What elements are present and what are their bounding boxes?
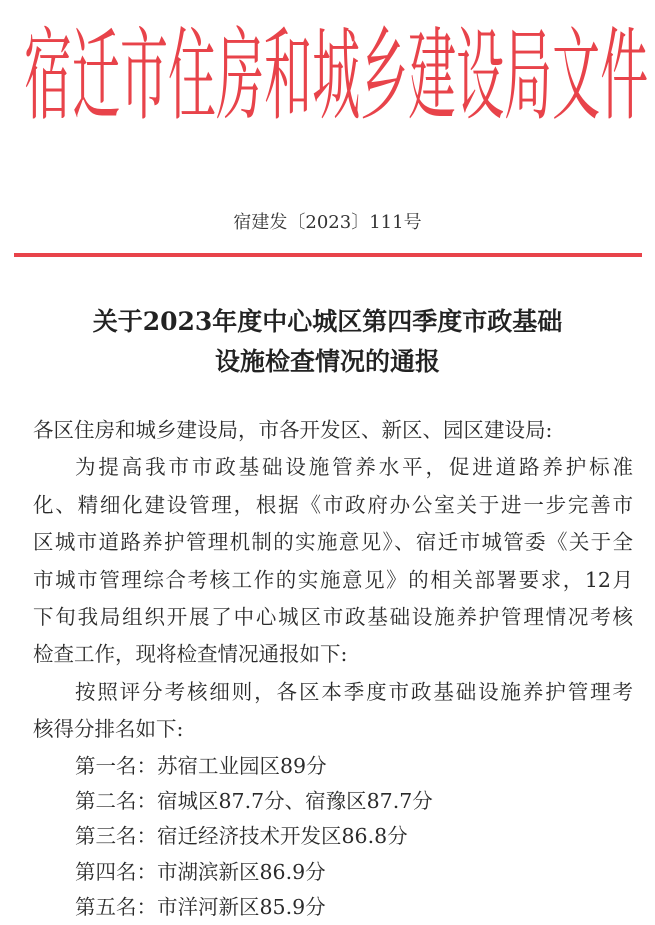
rankings-list bbox=[33, 749, 633, 925]
text-line: 为提高我市市政基础设施管养水平，促进道路养护标准 bbox=[75, 455, 633, 480]
document-number: 宿建发〔2023〕111号 bbox=[233, 212, 422, 233]
ranking-item: 第一名：苏宿工业园区89分 bbox=[75, 753, 327, 778]
title-line: 关于2023年度中心城区第四季度市政基础 bbox=[92, 307, 563, 336]
masthead-char: 住 bbox=[168, 17, 217, 136]
masthead-char: 建 bbox=[408, 17, 457, 136]
ranking-item: 第四名：市湖滨新区86.9分 bbox=[75, 859, 326, 884]
title-line: 设施检查情况的通报 bbox=[214, 347, 440, 376]
red-divider-line bbox=[14, 253, 642, 257]
ranking-item: 第二名：宿城区87.7分、宿豫区87.7分 bbox=[75, 788, 433, 813]
masthead-char: 城 bbox=[312, 17, 361, 136]
text-line: 化、精细化建设管理，根据《市政府办公室关于进一步完善市 bbox=[33, 492, 633, 517]
document-title bbox=[0, 302, 655, 382]
masthead-char: 迁 bbox=[72, 17, 121, 136]
ranking-item: 第五名：市洋河新区85.9分 bbox=[75, 894, 326, 919]
text-line: 按照评分考核细则，各区本季度市政基础设施养护管理考 bbox=[75, 679, 633, 704]
text-line: 下旬我局组织开展了中心城区市政基础设施养护管理情况考核 bbox=[33, 605, 633, 630]
masthead-char: 文 bbox=[552, 17, 601, 136]
masthead-char: 宿 bbox=[24, 17, 73, 136]
paragraph-2 bbox=[33, 674, 633, 749]
masthead-char: 房 bbox=[216, 17, 265, 136]
masthead-char: 件 bbox=[600, 17, 649, 136]
masthead-char: 设 bbox=[456, 17, 505, 136]
text-line: 检查工作，现将检查情况通报如下: bbox=[33, 642, 348, 667]
document-body bbox=[33, 412, 633, 925]
text-line: 区城市道路养护管理机制的实施意见》、宿迁市城管委《关于全 bbox=[33, 530, 633, 555]
text-line: 核得分排名如下: bbox=[33, 717, 184, 742]
text-line: 市城市管理综合考核工作的实施意见》的相关部署要求，12月 bbox=[33, 567, 633, 592]
masthead-char: 市 bbox=[120, 17, 169, 136]
masthead-char: 局 bbox=[504, 17, 553, 136]
salutation: 各区住房和城乡建设局，市各开发区、新区、园区建设局: bbox=[33, 418, 553, 442]
document-masthead bbox=[24, 8, 649, 136]
masthead-char: 和 bbox=[264, 17, 313, 136]
masthead-char: 乡 bbox=[360, 17, 409, 136]
paragraph-1 bbox=[33, 449, 633, 673]
ranking-item: 第三名：宿迁经济技术开发区86.8分 bbox=[75, 824, 408, 849]
